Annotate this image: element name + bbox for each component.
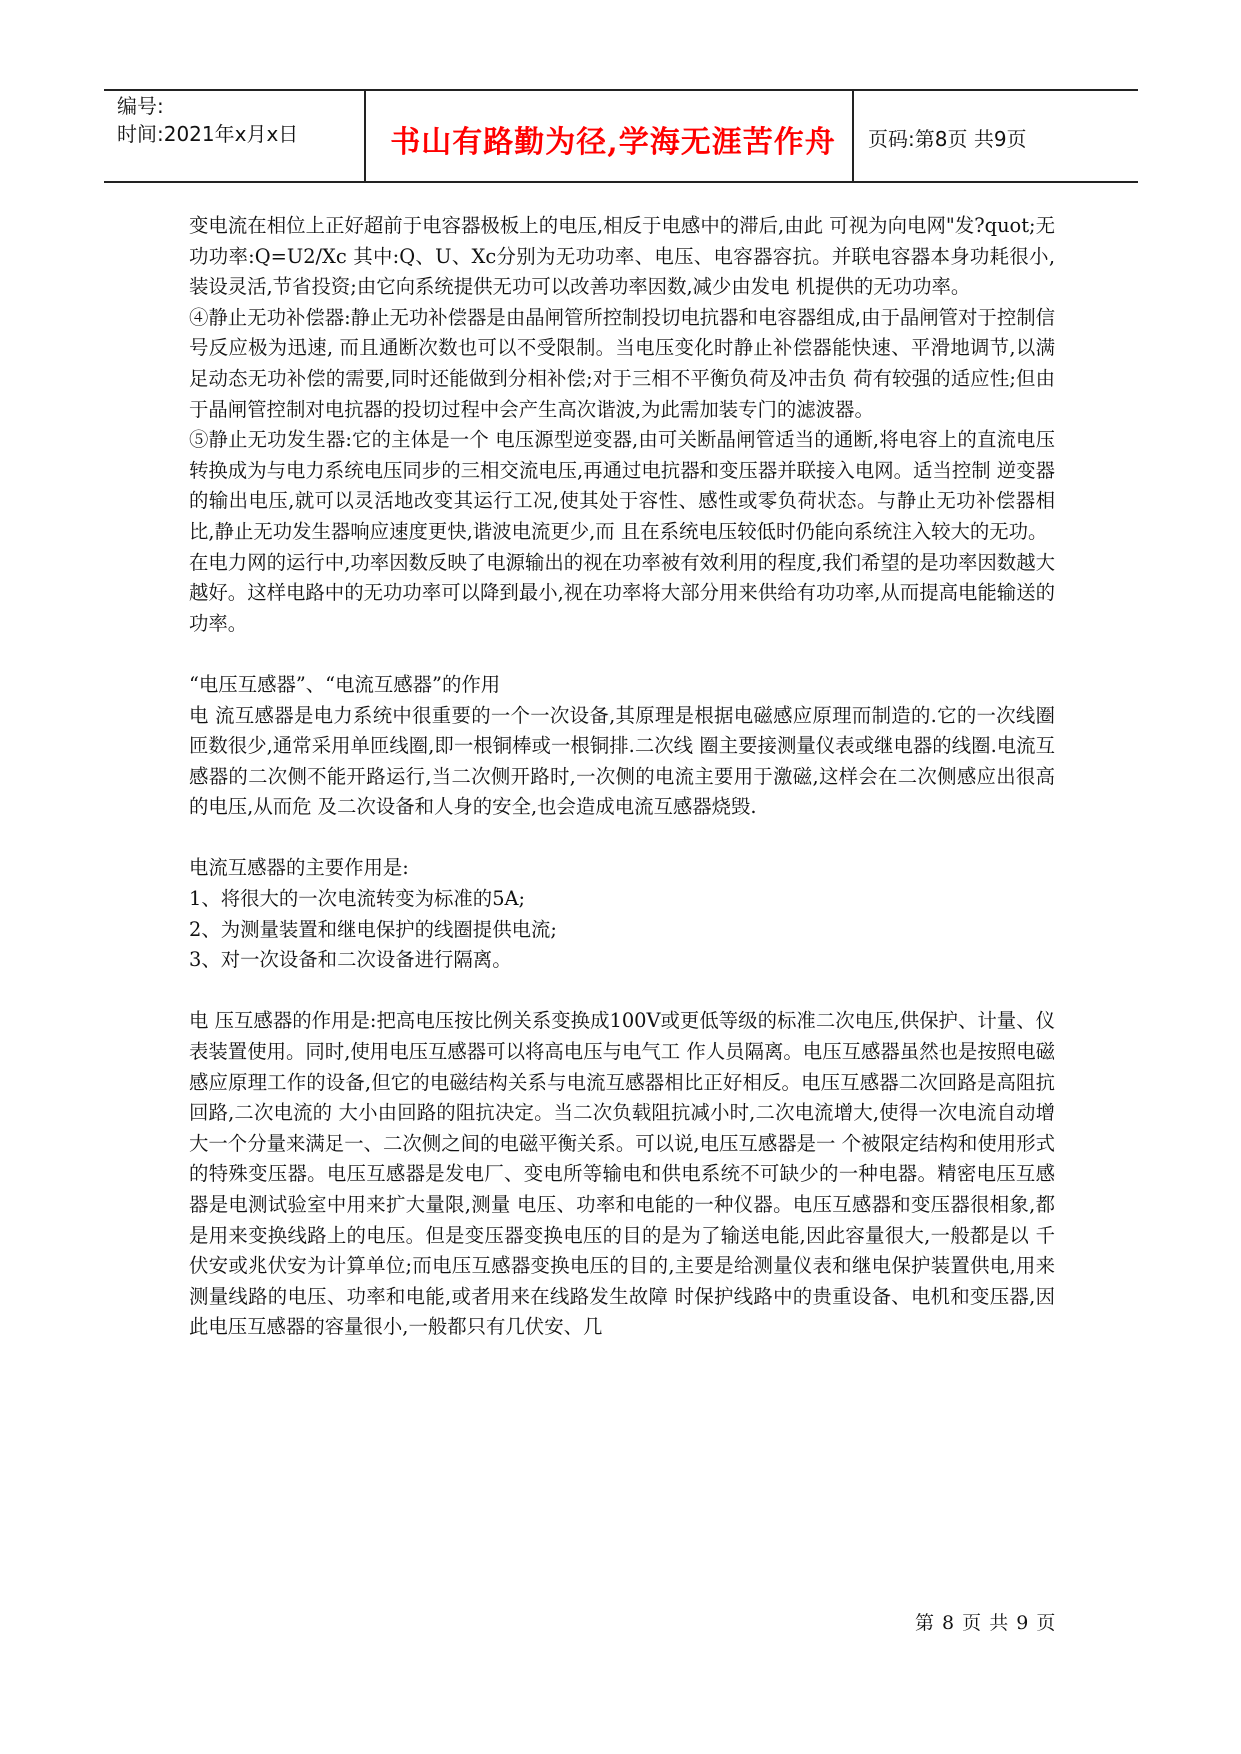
list-item: 2、为测量装置和继电保护的线圈提供电流; [189,917,557,941]
list-title-ct-functions: 电流互感器的主要作用是: [189,856,409,880]
header-top-rule [104,89,1138,91]
paragraph-voltage-transformer: 电 压互感器的作用是:把高电压按比例关系变换成100V或更低等级的标准二次电压,供保护、计量、仪表装置使用。同时,使用电压互感器可以将高电压与电气工 作人员隔离。电压互感器虽然也是按照电磁感应原理工作的设备,但它的电磁结构关系与电流互感器相比正好相反。电压互感器二次回路是高阻抗回路,二次电流的 大小由回路的阻抗决定。当二次负载阻抗减小时,二次电流增大,使得一次电流自动增大一个分量来满足一、二次侧之间的电磁平衡关系。可以说,电压互感器是一 个被限定结构和使用形式的特殊变压器。电压互感器是发电厂、变电所等输电和供电系统不可缺少的一种电器。精密电压互感器是电测试验室中用来扩大量限,测量 电压、功率和电能的一种仪器。电压互感器和变压器很相象,都是用来变换线路上的电压。但是变压器变换电压的目的是为了输送电能,因此容量很大,一般都是以 千伏安或兆伏安为计算单位;而电压互感器变换电压的目的,主要是给测量仪表和继电保护装置供电,用来测量线路的电压、功率和电能,或者用来在线路发生故障 时保护线路中的贵重设备、电机和变压器,因此电压互感器的容量很小,一般都只有几伏安、几 [189,1009,1055,1339]
header-page-number: 页码:第8页 共9页 [868,127,1027,151]
header-motto: 书山有路勤为径,学海无涯苦作舟 [390,125,836,160]
section-title-transformers: “电压互感器”、“电流互感器”的作用 [189,672,501,696]
document-time-label: 时间:2021年x月x日 [117,122,299,146]
paragraph-spacer [189,976,1055,1007]
document-number-label: 编号: [117,94,164,118]
paragraph-current-transformer: 电 流互感器是电力系统中很重要的一个一次设备,其原理是根据电磁感应原理而制造的.它的一次线圈匝数很少,通常采用单匝线圈,即一根铜棒或一根铜排.二次线 圈主要接测量仪表或继电器的线圈.电流互感器的二次侧不能开路运行,当二次侧开路时,一次侧的电流主要用于激磁,这样会在二次侧感应出很高的电压,从而危 及二次设备和人身的安全,也会造成电流互感器烧毁. [189,703,1055,819]
list-item: 1、将很大的一次电流转变为标准的5A; [189,887,526,911]
header-info [117,92,367,148]
paragraph-spacer [189,639,1055,670]
footer-page-number: 第 8 页 共 9 页 [915,1612,1056,1634]
paragraph-static-var-generator: ⑤静止无功发生器:它的主体是一个 电压源型逆变器,由可关断晶闸管适当的通断,将电容上的直流电压转换成为与电力系统电压同步的三相交流电压,再通过电抗器和变压器并联接入电网。适当控制 逆变器的输出电压,就可以灵活地改变其运行工况,使其处于容性、感性或零负荷状态。与静止无功补偿器相比,静止无功发生器响应速度更快,谐波电流更少,而 且在系统电压较低时仍能向系统注入较大的无功。 [189,428,1055,543]
list-item: 3、对一次设备和二次设备进行隔离。 [189,948,512,972]
paragraph-capacitor-compensation: 变电流在相位上正好超前于电容器极板上的电压,相反于电感中的滞后,由此 可视为向电网"发?quot;无功功率:Q=U2/Xc 其中:Q、U、Xc分别为无功功率、电压、电容器容抗。并联电容器本身功耗很小,装设灵活,节省投资;由它向系统提供无功可以改善功率因数,减少由发电 机提供的无功功率。 [189,214,1055,299]
header-bottom-rule [104,181,1138,183]
paragraph-power-factor: 在电力网的运行中,功率因数反映了电源输出的视在功率被有效利用的程度,我们希望的是功率因数越大越好。这样电路中的无功功率可以降到最小,视在功率将大部分用来供给有功功率,从而提高电能输送的功率。 [189,550,1055,635]
document-body [189,211,1055,1343]
paragraph-static-var-compensator: ④静止无功补偿器:静止无功补偿器是由晶闸管所控制投切电抗器和电容器组成,由于晶闸管对于控制信号反应极为迅速, 而且通断次数也可以不受限制。当电压变化时静止补偿器能快速、平滑地调节,以满足动态无功补偿的需要,同时还能做到分相补偿;对于三相不平衡负荷及冲击负 荷有较强的适应性;但由于晶闸管控制对电抗器的投切过程中会产生高次谐波,为此需加装专门的滤波器。 [189,305,1055,421]
paragraph-spacer [189,823,1055,854]
